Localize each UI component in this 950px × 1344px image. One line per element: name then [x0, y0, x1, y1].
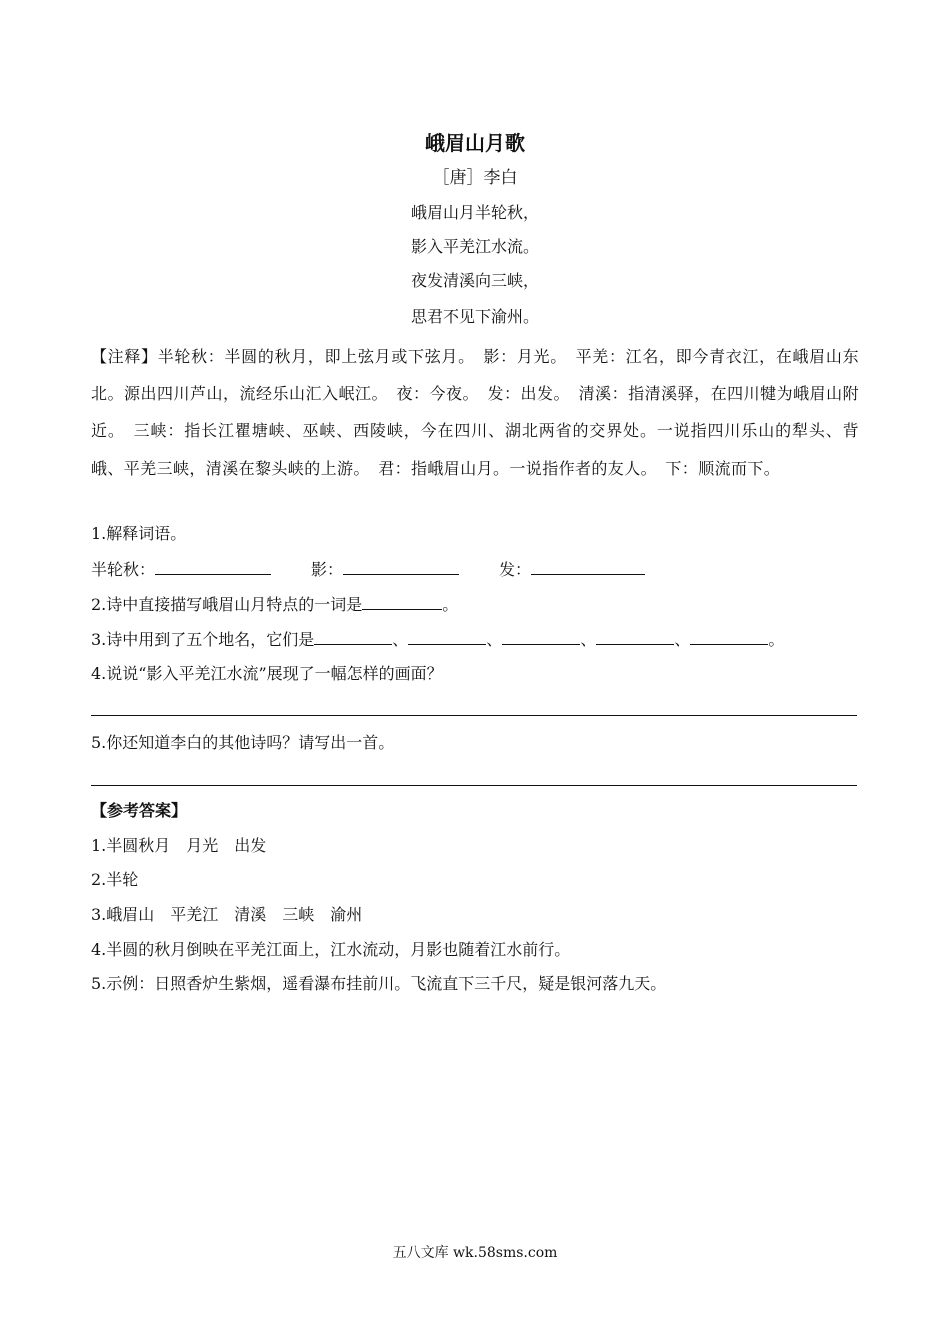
- answer-blank[interactable]: [155, 556, 271, 575]
- separator: 、: [392, 630, 409, 649]
- answer-3: 3.峨眉山 平羌江 清溪 三峡 渝州: [91, 905, 363, 924]
- poem-line-4: 思君不见下渝州。: [410, 307, 539, 326]
- term-label: 影：: [311, 560, 344, 579]
- answer-4: 4.半圆的秋月倒映在平羌江面上，江水流动，月影也随着江水前行。: [91, 940, 571, 959]
- answer-5: 5.示例：日照香炉生紫烟，遥看瀑布挂前川。飞流直下三千尺，疑是银河落九天。: [91, 974, 667, 993]
- term-label: 半轮秋：: [91, 560, 156, 579]
- term-label: 发：: [499, 560, 532, 579]
- reference-answers-title: 【参考答案】: [91, 801, 188, 820]
- question-3-text: 3.诗中用到了五个地名，它们是: [91, 630, 315, 649]
- poem-title: 峨眉山月歌: [425, 131, 525, 155]
- separator: 、: [580, 630, 597, 649]
- answer-blank[interactable]: [343, 556, 459, 575]
- answer-line[interactable]: [91, 715, 857, 716]
- answer-blank[interactable]: [502, 626, 580, 645]
- answer-1: 1.半圆秋月 月光 出发: [91, 836, 267, 855]
- poem-line-3: 夜发清溪向三峡，: [410, 271, 539, 290]
- poem-notes: 【注释】半轮秋：半圆的秋月，即上弦月或下弦月。 影：月光。 平羌：江名，即今青衣江，在峨眉山东北。源出四川芦山，流经乐山汇入岷江。 夜：今夜。 发：出发。 清溪：指清溪驿，在四川犍为峨眉山附近。 三峡：指长江瞿塘峡、巫峡、西陵峡，今在四川、湖北两省的交界处。一说指四川乐山的犁头、背峨、平羌三峡，清溪在黎头峡的上游。 君：指峨眉山月。一说指作者的友人。 下：顺流而下。: [91, 347, 859, 478]
- question-4: 4.说说“影入平羌江水流”展现了一幅怎样的画面？: [91, 664, 443, 683]
- question-3: [91, 626, 784, 654]
- page-footer: 五八文库 wk.58sms.com: [392, 1245, 558, 1261]
- answer-blank[interactable]: [531, 556, 645, 575]
- poem-author: ［唐］李白: [432, 168, 518, 188]
- answer-line[interactable]: [91, 785, 857, 786]
- answer-blank[interactable]: [362, 591, 442, 610]
- separator: 、: [674, 630, 691, 649]
- answer-blank[interactable]: [408, 626, 486, 645]
- question-2-end: 。: [442, 595, 459, 614]
- answer-blank[interactable]: [314, 626, 392, 645]
- answer-blank[interactable]: [690, 626, 768, 645]
- answer-blank[interactable]: [596, 626, 674, 645]
- question-2-text: 2.诗中直接描写峨眉山月特点的一词是: [91, 595, 363, 614]
- separator: 、: [486, 630, 503, 649]
- poem-line-1: 峨眉山月半轮秋，: [410, 203, 539, 222]
- question-1-terms: [91, 556, 645, 584]
- question-1: 1.解释词语。: [91, 524, 187, 543]
- question-2: [91, 591, 458, 619]
- question-5: 5.你还知道李白的其他诗吗？请写出一首。: [91, 733, 395, 752]
- answer-2: 2.半轮: [91, 870, 139, 889]
- poem-line-2: 影入平羌江水流。: [410, 237, 539, 256]
- question-3-end: 。: [768, 630, 785, 649]
